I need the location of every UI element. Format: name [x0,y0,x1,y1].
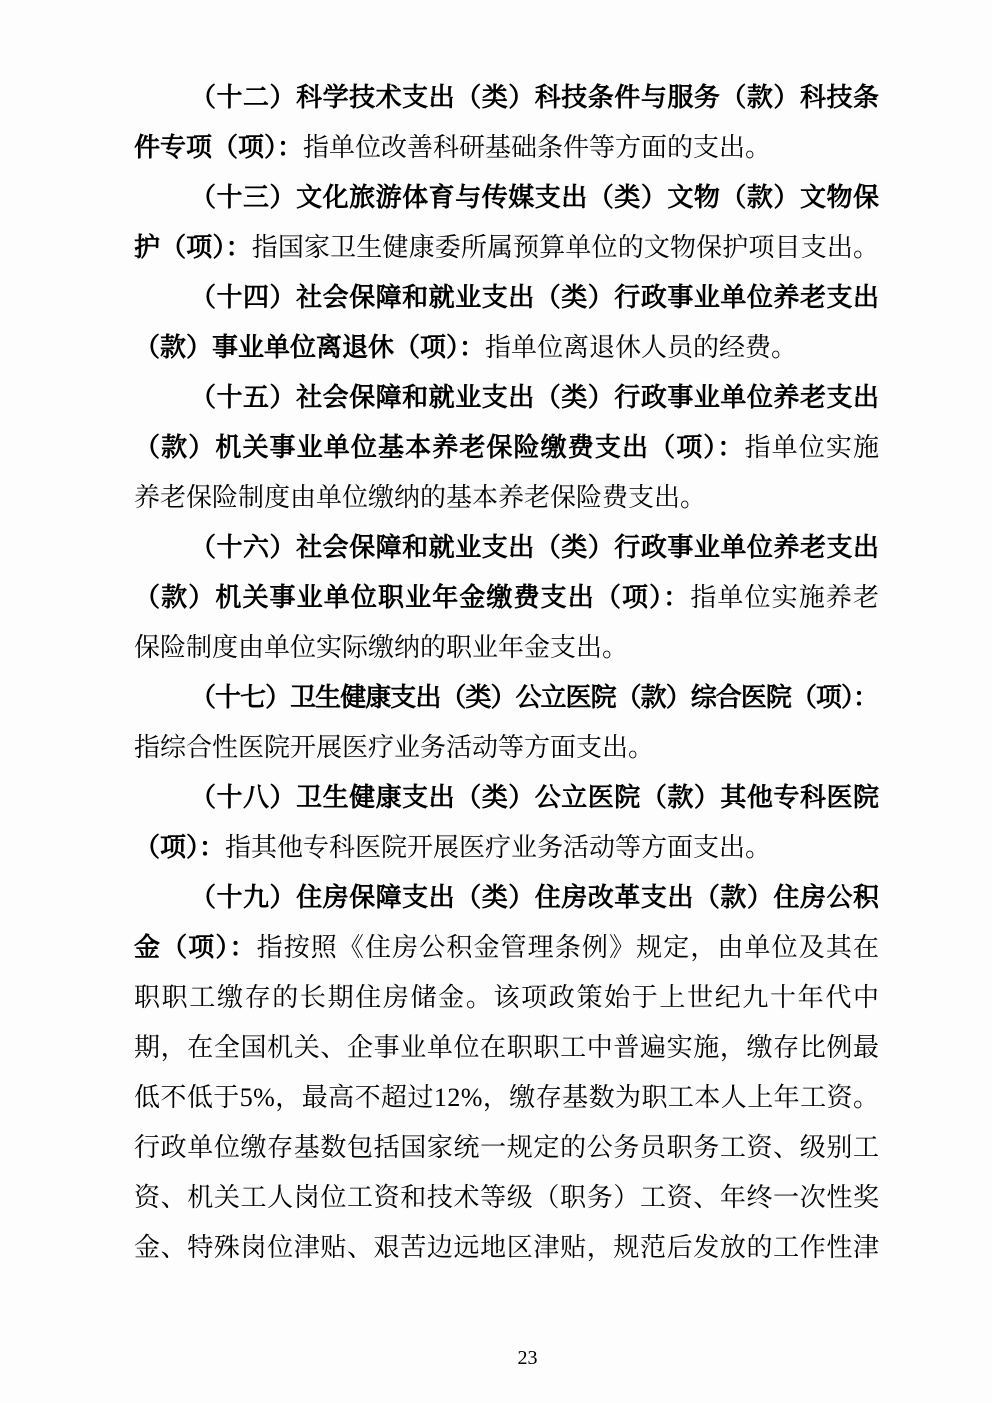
clause-body-segment: 指其他专科医院开展医疗业务活动等方面支出。 [225,833,772,862]
text-line [134,1173,879,1223]
clause-heading-segment: （十六）社会保障和就业支出（类）行政事业单位养老支出 [190,533,880,562]
clause-heading-segment: 金（项）： [134,933,257,962]
page-footer [134,1344,879,1372]
clause-body-segment: 金、特殊岗位津贴、艰苦边远地区津贴，规范后发放的工作性津 [134,1233,880,1262]
clause-body-segment: 行政单位缴存基数包括国家统一规定的公务员职务工资、级别工 [134,1133,880,1162]
clause-body-segment: 指单位实施 [744,433,881,462]
clause-heading-segment: （款）机关事业单位职业年金缴费支出（项）： [134,583,691,612]
text-line [134,523,879,573]
clause-heading-segment: （十五）社会保障和就业支出（类）行政事业单位养老支出 [190,383,880,412]
clause-body-segment: 低不低于5%，最高不超过12%，缴存基数为职工本人上年工资。 [134,1083,880,1112]
clause-body-segment: 指综合性医院开展医疗业务活动等方面支出。 [134,733,655,762]
text-line [134,773,879,823]
clause-heading-segment: （项）： [134,833,226,862]
clause-heading-segment: （十四）社会保障和就业支出（类）行政事业单位养老支出 [190,283,880,312]
text-line [134,223,879,273]
clause-body-segment: 资、机关工人岗位工资和技术等级（职务）工资、年终一次性奖 [134,1183,880,1212]
document-body [134,73,879,1273]
text-line [134,373,879,423]
clause-heading-segment: （款）机关事业单位基本养老保险缴费支出（项）： [134,433,745,462]
text-line [134,323,879,373]
clause-body-segment: 期，在全国机关、企事业单位在职职工中普遍实施，缴存比例最 [134,1033,880,1062]
clause-body-segment: 指按照《住房公积金管理条例》规定，由单位及其在 [256,933,881,962]
text-line [134,823,879,873]
clause-body-segment: 保险制度由单位实际缴纳的职业年金支出。 [134,633,629,662]
page-number: 23 [517,1347,538,1369]
clause-heading-segment: （十九）住房保障支出（类）住房改革支出（款）住房公积 [190,883,880,912]
clause-heading-segment: （十三）文化旅游体育与传媒支出（类）文物（款）文物保 [190,183,880,212]
text-line [134,1023,879,1073]
text-line [134,1123,879,1173]
clause-body-segment: 指单位实施养老 [690,583,881,612]
text-line [134,1073,879,1123]
clause-heading-segment: （十七）卫生健康支出（类）公立医院（款）综合医院（项）： [190,683,879,712]
clause-body-segment: 指单位离退休人员的经费。 [485,333,798,362]
text-line [134,1223,879,1273]
text-line [134,673,879,723]
text-line [134,873,879,923]
text-line [134,623,879,673]
clause-body-segment: 指国家卫生健康委所属预算单位的文物保护项目支出。 [251,233,880,262]
clause-body-segment: 指单位改善科研基础条件等方面的支出。 [303,133,772,162]
text-line [134,473,879,523]
clause-heading-segment: （十八）卫生健康支出（类）公立医院（款）其他专科医院 [190,783,880,812]
text-line [134,923,879,973]
clause-heading-segment: （款）事业单位离退休（项）： [134,333,486,362]
clause-heading-segment: （十二）科学技术支出（类）科技条件与服务（款）科技条 [190,83,880,112]
text-line [134,123,879,173]
text-line [134,423,879,473]
clause-body-segment: 职职工缴存的长期住房储金。该项政策始于上世纪九十年代中 [134,983,881,1012]
clause-heading-segment: 护（项）： [134,233,252,262]
text-line [134,723,879,773]
text-line [134,273,879,323]
clause-body-segment: 养老保险制度由单位缴纳的基本养老保险费支出。 [134,483,707,512]
text-line [134,573,879,623]
clause-heading-segment: 件专项（项）： [134,133,304,162]
text-line [134,973,879,1023]
text-line [134,173,879,223]
text-line [134,73,879,123]
